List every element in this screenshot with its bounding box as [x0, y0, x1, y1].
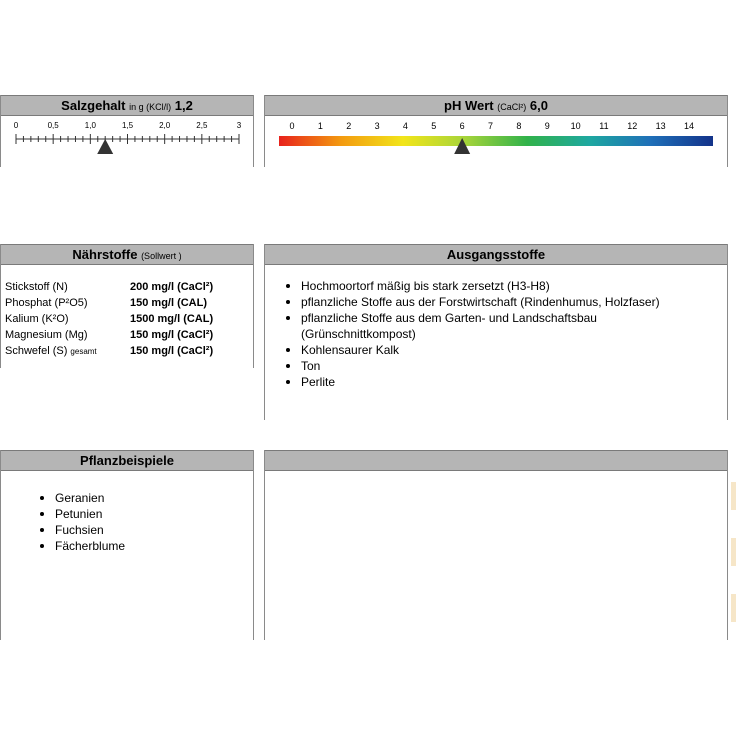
list-item: Geranien [37, 490, 253, 506]
tick-label: 11 [599, 121, 609, 131]
salzgehalt-scale-area [1, 116, 253, 168]
ausgangsstoffe-title: Ausgangsstoffe [446, 247, 546, 262]
table-row [5, 279, 213, 295]
pflanzbeispiele-body [1, 471, 253, 641]
nutrient-value: 150 mg/l (CAL) [130, 297, 208, 309]
tick-label: 1,5 [121, 121, 134, 130]
tick-label: 9 [544, 121, 550, 131]
tick-label: 10 [570, 121, 581, 131]
tick-label: 2,5 [196, 121, 208, 130]
nutrient-name-sub: gesamt [70, 347, 97, 356]
ph-panel [264, 95, 728, 167]
tick-label: 12 [627, 121, 638, 131]
naehrstoffe-panel [0, 244, 254, 368]
ausgangsstoffe-body [265, 265, 727, 421]
edge-decoration [731, 538, 736, 566]
ph-value: 6,0 [529, 98, 548, 113]
nutrient-value: 150 mg/l (CaCl²) [130, 345, 214, 357]
naehrstoffe-body [1, 265, 253, 369]
tick-label: 13 [655, 121, 666, 131]
table-row [5, 327, 213, 343]
edge-decoration [731, 482, 736, 510]
tick-label: 1,0 [84, 121, 96, 130]
ausgangsstoffe-header [265, 244, 727, 265]
salzgehalt-unit-note: in g (KCl/l) [129, 102, 172, 112]
ph-title: pH Wert [444, 98, 494, 113]
tick-label: 8 [516, 121, 522, 131]
tick-label: 0 [289, 121, 295, 131]
list-item: Kohlensaurer Kalk [283, 342, 683, 358]
naehrstoffe-header [1, 244, 253, 265]
table-row [5, 295, 213, 311]
table-row [5, 343, 213, 360]
list-item: pflanzliche Stoffe aus dem Garten- und Landschaftsbau (Grünschnittkompost) [283, 310, 683, 342]
ausgangsstoffe-panel [264, 244, 728, 420]
tick-label: 2,0 [159, 121, 171, 130]
tick-label: 3 [236, 121, 242, 130]
pflanzbeispiele-panel [0, 450, 254, 640]
ph-scale-area [265, 116, 727, 168]
tick-label: 4 [402, 121, 408, 131]
nutrient-name: Stickstoff (N) [5, 281, 68, 293]
salzgehalt-panel [0, 95, 254, 167]
tick-label: 3 [374, 121, 380, 131]
salzgehalt-value: 1,2 [174, 98, 193, 113]
list-item: Petunien [37, 506, 253, 522]
tick-label: 1 [317, 121, 323, 131]
table-row [5, 311, 213, 327]
ph-scale [265, 116, 727, 168]
salzgehalt-title: Salzgehalt [61, 98, 126, 113]
pflanzbeispiele-title: Pflanzbeispiele [80, 453, 174, 468]
tick-label: 7 [487, 121, 494, 131]
tick-label: 6 [459, 121, 465, 131]
ph-color-bar [279, 136, 713, 146]
tick-label: 0,5 [47, 121, 59, 130]
salzgehalt-scale [1, 116, 253, 168]
ph-header [265, 95, 727, 116]
empty-panel-header [265, 450, 727, 471]
nutrient-value: 1500 mg/l (CAL) [130, 313, 214, 325]
tick-label: 5 [431, 121, 437, 131]
list-item: Hochmoortorf mäßig bis stark zersetzt (H3-H8) [283, 278, 683, 294]
value-marker [97, 139, 113, 154]
list-item: Fächerblume [37, 538, 253, 554]
list-item: pflanzliche Stoffe aus der Forstwirtschaft (Rindenhumus, Holzfaser) [283, 294, 683, 310]
naehrstoffe-note: (Sollwert ) [141, 251, 182, 261]
empty-panel [264, 450, 728, 640]
nutrient-value: 200 mg/l (CaCl²) [130, 281, 214, 293]
nutrient-name: Magnesium (Mg) [5, 329, 88, 341]
nutrient-name: Kalium (K²O) [5, 313, 69, 325]
ph-unit-note: (CaCl²) [497, 102, 527, 112]
nutrient-name: Schwefel (S) [5, 345, 68, 357]
pflanzbeispiele-header [1, 450, 253, 471]
tick-label: 14 [683, 121, 695, 131]
pflanzbeispiele-list [37, 490, 253, 554]
nutrient-name: Phosphat (P²O5) [5, 297, 88, 309]
tick-label: 2 [346, 121, 352, 131]
edge-decoration [731, 594, 736, 622]
salzgehalt-header [1, 95, 253, 116]
list-item: Perlite [283, 374, 683, 390]
naehrstoffe-title: Nährstoffe [72, 247, 138, 262]
naehrstoffe-table [5, 279, 213, 360]
list-item: Ton [283, 358, 683, 374]
list-item: Fuchsien [37, 522, 253, 538]
nutrient-value: 150 mg/l (CaCl²) [130, 329, 214, 341]
ausgangsstoffe-list [283, 278, 683, 390]
tick-label: 0 [13, 121, 19, 130]
